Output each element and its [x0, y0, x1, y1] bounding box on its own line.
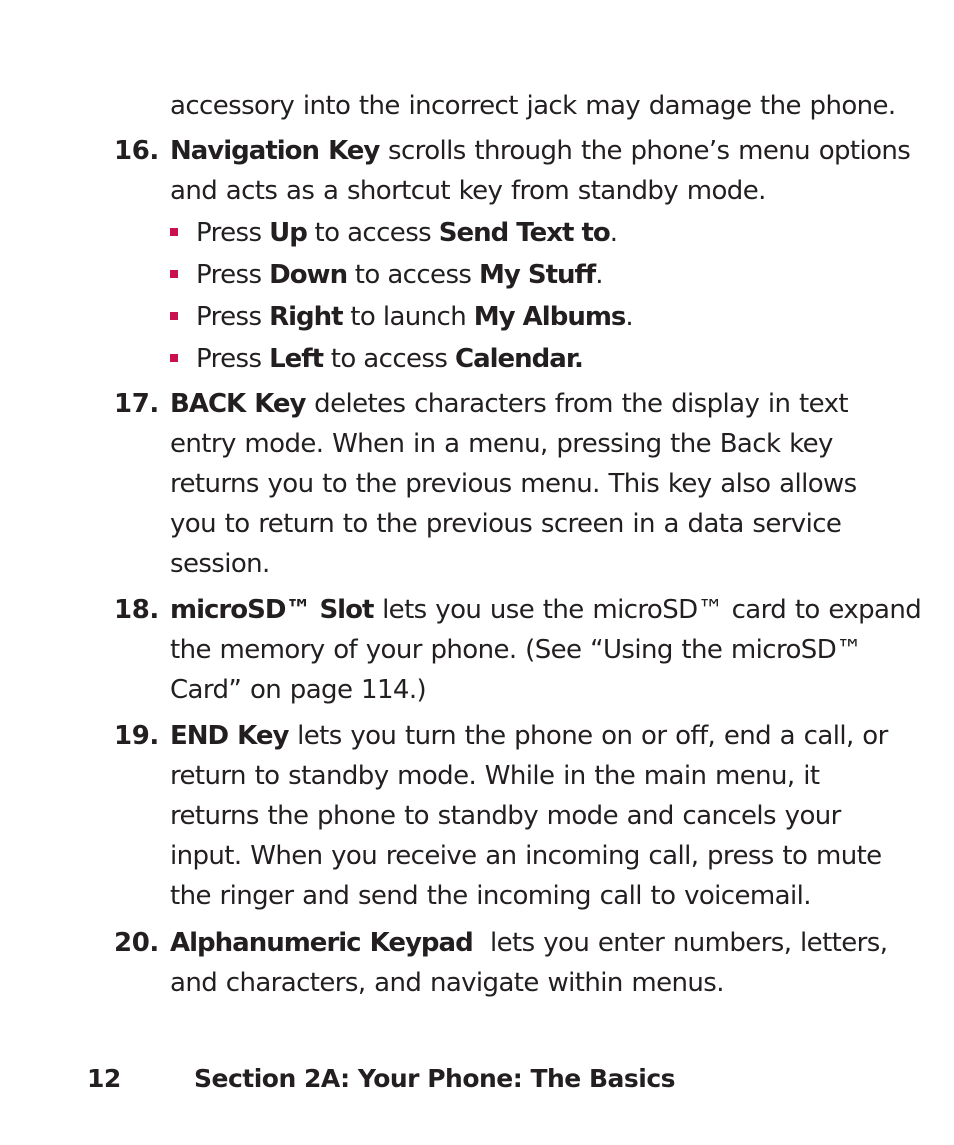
item-16-text: Navigation Key scrolls through the phone’s menu options and acts as a shortcut key from standby mode. [170, 136, 911, 206]
end-key-term: END Key [170, 721, 289, 751]
bullet-square-icon [170, 228, 178, 236]
intro-line: accessory into the incorrect jack may damage the phone. [170, 91, 896, 121]
item-18-text: microSD™ Slot lets you use the microSD™ card to expand the memory of your phone. (See “Using the microSD™ Card” on page 114.) [170, 595, 922, 705]
microsd-slot-term: microSD™ Slot [170, 595, 374, 625]
item-17-text: BACK Key deletes characters from the display in text entry mode. When in a menu, pressing the Back key returns you to the previous menu. This key also allows you to return to the previous screen in a data service session. [170, 389, 857, 579]
bullet-item-down: Press Down to access My Stuff. [170, 254, 603, 296]
navigation-key-term: Navigation Key [170, 136, 380, 166]
bullet-square-icon [170, 312, 178, 320]
item-20-number: 20. [114, 928, 159, 958]
alphanumeric-keypad-term: Alphanumeric Keypad [170, 928, 473, 958]
item-16-number: 16. [114, 136, 159, 166]
item-19-text: END Key lets you turn the phone on or off, end a call, or return to standby mode. While in the main menu, it returns the phone to standby mode and cancels your input. When you receive an incoming call, press to mute the ringer and send the incoming call to voicemail. [170, 721, 888, 911]
bullet-item-left: Press Left to access Calendar. [170, 338, 583, 380]
bullet-square-icon [170, 270, 178, 278]
bullet-item-right: Press Right to launch My Albums. [170, 296, 633, 338]
item-20-text: Alphanumeric Keypad lets you enter numbers, letters, and characters, and navigate within menus. [170, 928, 888, 998]
item-18-number: 18. [114, 595, 159, 625]
bullet-square-icon [170, 354, 178, 362]
item-17-number: 17. [114, 389, 159, 419]
back-key-term: BACK Key [170, 389, 306, 419]
bullet-item-up: Press Up to access Send Text to. [170, 212, 617, 254]
item-19-number: 19. [114, 721, 159, 751]
page-number: 12 [87, 1064, 121, 1093]
section-title: Section 2A: Your Phone: The Basics [194, 1064, 676, 1093]
